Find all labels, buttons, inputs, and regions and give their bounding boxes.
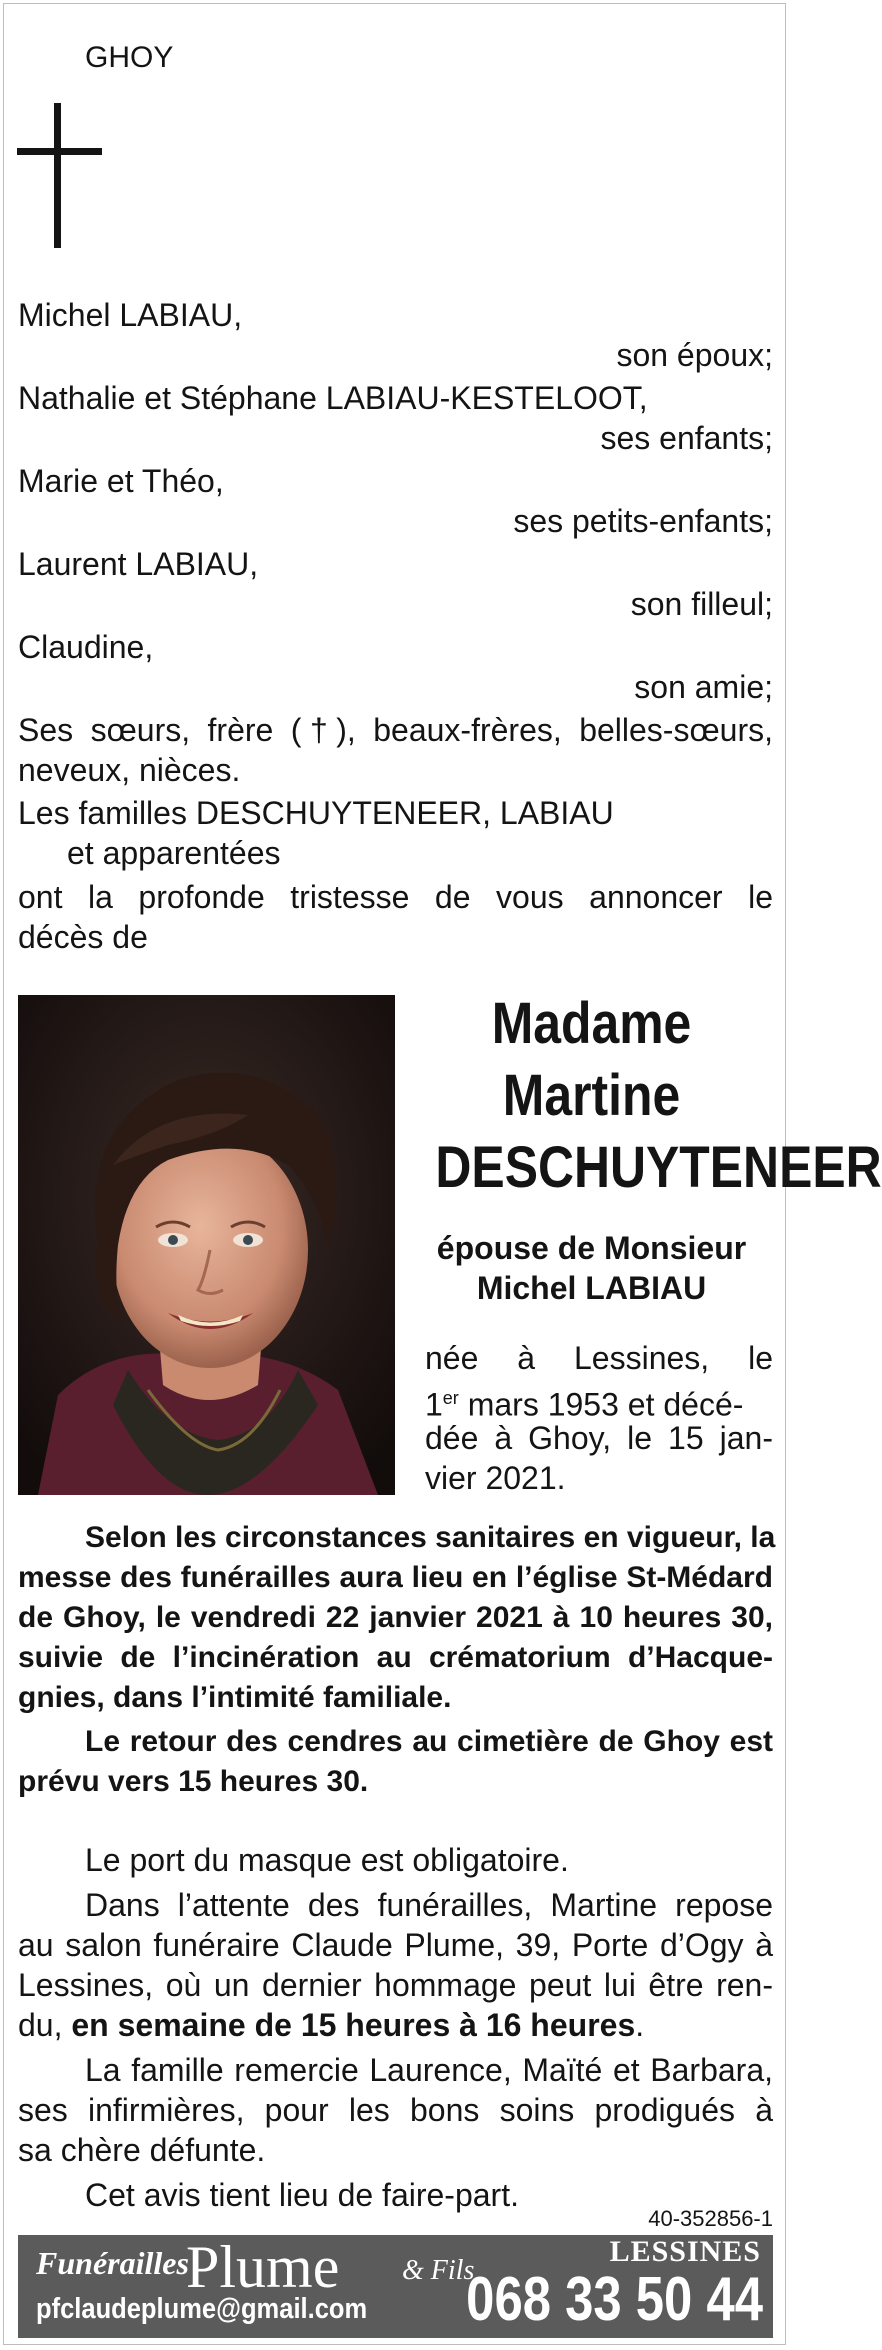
ashes-line: prévu vers 15 heures 30. (18, 1765, 369, 1798)
relative-name: Marie et Théo, (18, 463, 224, 499)
salon-line: Dans l’attente des funérailles, Martine repose (85, 1887, 773, 1923)
faire-part-notice: Cet avis tient lieu de faire-part. (85, 2177, 519, 2213)
birth-line: née à Lessines, le (425, 1340, 773, 1376)
thanks-line: sa chère défunte. (18, 2132, 266, 2168)
birth-line: dée à Ghoy, le 15 jan- (425, 1420, 773, 1456)
deceased-photo (18, 995, 395, 1495)
relative-name: Michel LABIAU, (18, 297, 243, 333)
families-line: et apparentées (67, 835, 281, 871)
announce-line: ont la profonde tristesse de vous annoncer le (18, 879, 773, 915)
siblings-line: Ses sœurs, frère (†), beaux-frères, belles-sœurs, (18, 712, 773, 748)
ceremony-line: suivie de l’incinération au crématorium d’Hacque- (18, 1641, 773, 1674)
funerailles-label: Funérailles (36, 2245, 189, 2281)
ceremony-line: gnies, dans l’intimité familiale. (18, 1681, 452, 1714)
deceased-first-name: Martine (502, 1063, 681, 1128)
thanks-line: La famille remercie Laurence, Maïté et Barbara, (85, 2052, 773, 2088)
ceremony-line: Selon les circonstances sanitaires en vigueur, la (85, 1521, 776, 1554)
mask-notice: Le port du masque est obligatoire. (85, 1842, 569, 1878)
ashes-line: Le retour des cendres au cimetière de Ghoy est (85, 1725, 773, 1758)
thanks-line: ses infirmières, pour les bons soins prodigués à (18, 2092, 773, 2128)
plume-logo: Plume (186, 2234, 340, 2300)
spouse-line: Michel LABIAU (476, 1270, 707, 1306)
deceased-title: Madame (491, 991, 692, 1056)
relative-relation: son amie; (634, 669, 773, 705)
phone-number: 068 33 50 44 (466, 2265, 763, 2334)
place-header: GHOY (85, 41, 174, 74)
relative-relation: son époux; (616, 337, 773, 373)
salon-line: Lessines, où un dernier hommage peut lui être ren- (18, 1967, 773, 2003)
relative-name: Nathalie et Stéphane LABIAU-KESTELOOT, (18, 380, 648, 416)
relative-relation: ses enfants; (600, 420, 773, 456)
birth-line: 1er mars 1953 et décé- (425, 1386, 744, 1423)
salon-line: au salon funéraire Claude Plume, 39, Porte d’Ogy à (18, 1927, 773, 1963)
families-line: Les familles DESCHUYTENEER, LABIAU (18, 795, 614, 831)
birth-line: vier 2021. (425, 1460, 566, 1496)
relative-relation: ses petits-enfants; (513, 503, 773, 539)
relative-name: Claudine, (18, 629, 154, 665)
city-label: LESSINES (609, 2235, 761, 2268)
relative-name: Laurent LABIAU, (18, 546, 259, 582)
ceremony-line: messe des funérailles aura lieu en l’église St-Médard (18, 1561, 773, 1594)
spouse-line: épouse de Monsieur (436, 1230, 747, 1266)
deceased-last-name: DESCHUYTENEER (435, 1135, 882, 1200)
fils-label: & Fils (402, 2255, 475, 2286)
announce-line: décès de (18, 919, 148, 955)
ceremony-line: de Ghoy, le vendredi 22 janvier 2021 à 10 heures 30, (18, 1601, 773, 1634)
funeral-home-banner (18, 2235, 773, 2338)
relative-relation: son filleul; (630, 586, 773, 622)
siblings-line: neveux, nièces. (18, 752, 241, 788)
reference-number: 40-352856-1 (648, 2206, 773, 2231)
salon-line: du, en semaine de 15 heures à 16 heures. (18, 2007, 645, 2043)
email-address: pfclaudeplume@gmail.com (36, 2293, 368, 2325)
